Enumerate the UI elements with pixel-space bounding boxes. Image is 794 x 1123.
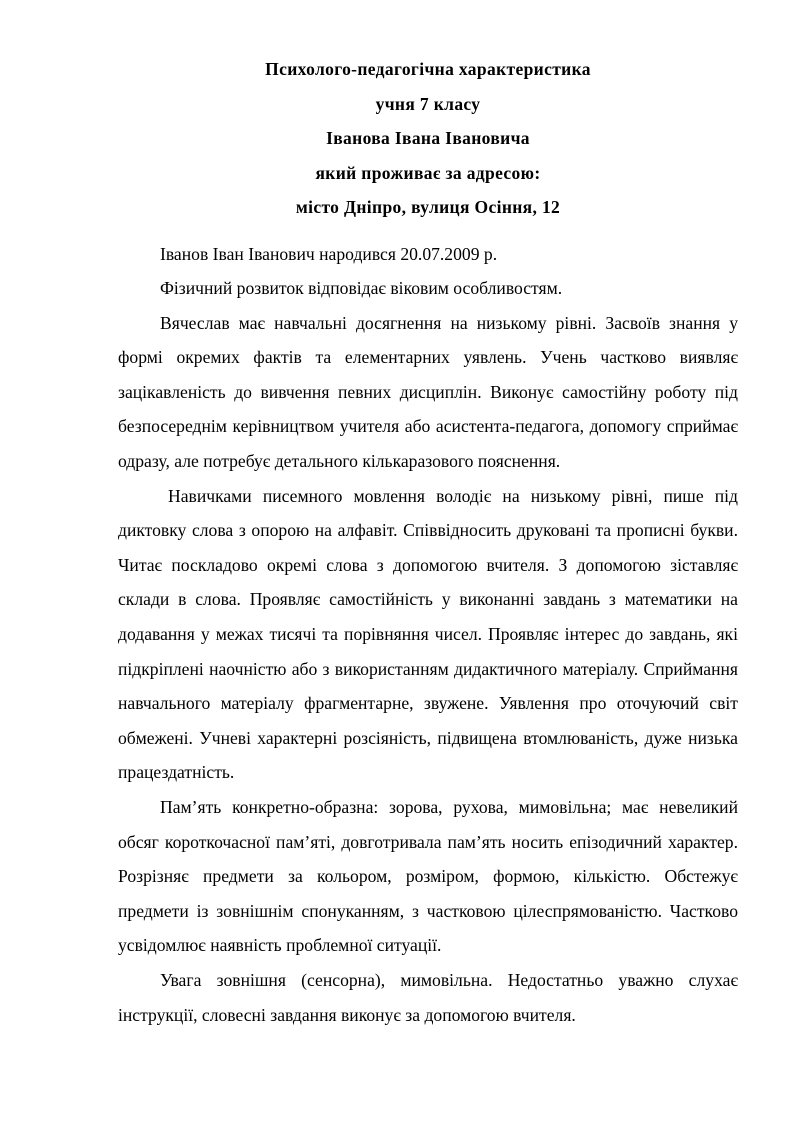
- document-title: Психолого-педагогічна характеристика: [265, 59, 591, 79]
- title-address-label: який проживає за адресою:: [315, 162, 541, 183]
- title-student-name: Іванова Івана Івановича: [326, 128, 530, 148]
- paragraph-memory: Пам’ять конкретно-образна: зорова, рухова, мимовільна; має невеликий обсяг короткочасної пам’яті, довготривала пам’ять носить епізодичний характер. Розрізняє предмети за кольором, розміром, формою, кількістю. Обстежує предмети із зовнішнім спонуканням, з частковою цілеспрямованістю. Частково усвідомлює наявність проблемної ситуації.: [118, 797, 738, 956]
- title-class-line: учня 7 класу: [375, 93, 481, 114]
- paragraph-writing-skills: Навичками писемного мовлення володіє на низькому рівні, пише під диктовку слова з опорою на алфавіт. Співвідносить друковані та прописні букви. Читає поскладово окремі слова з допомогою вчителя. З допомогою зіставляє склади в слова. Проявляє самостійність у виконанні завдань з математики на додавання у межах тисячі та порівняння чисел. Проявляє інтерес до завдань, які підкріплені наочністю або з використанням дидактичного матеріалу. Сприймання навчального матеріалу фрагментарне, звужене. Уявлення про оточуючий світ обмежені. Учневі характерні розсіяність, підвищена втомлюваність, дуже низька працездатність.: [118, 485, 738, 783]
- title-address-value: місто Дніпро, вулиця Осіння, 12: [295, 197, 561, 217]
- paragraph-birth: Іванов Іван Іванович народився 20.07.2009 р.: [160, 243, 498, 264]
- document-content: [118, 52, 738, 1032]
- paragraph-academic-achievement: Вячеслав має навчальні досягнення на низькому рівні. Засвоїв знання у формі окремих фактів та елементарних уявлень. Учень частково виявляє зацікавленість до вивчення певних дисциплін. Виконує самостійну роботу під безпосереднім керівництвом учителя або асистента-педагога, допомогу сприймає одразу, але потребує детального кількаразового пояснення.: [118, 312, 738, 472]
- paragraph-attention: Увага зовнішня (сенсорна), мимовільна. Недостатньо уважно слухає інструкції, словесні завдання виконує за допомогою вчителя.: [118, 969, 738, 1025]
- body-block: [118, 237, 738, 1033]
- title-block: [118, 52, 738, 225]
- paragraph-physical-development: Фізичний розвиток відповідає віковим особливостям.: [160, 278, 563, 299]
